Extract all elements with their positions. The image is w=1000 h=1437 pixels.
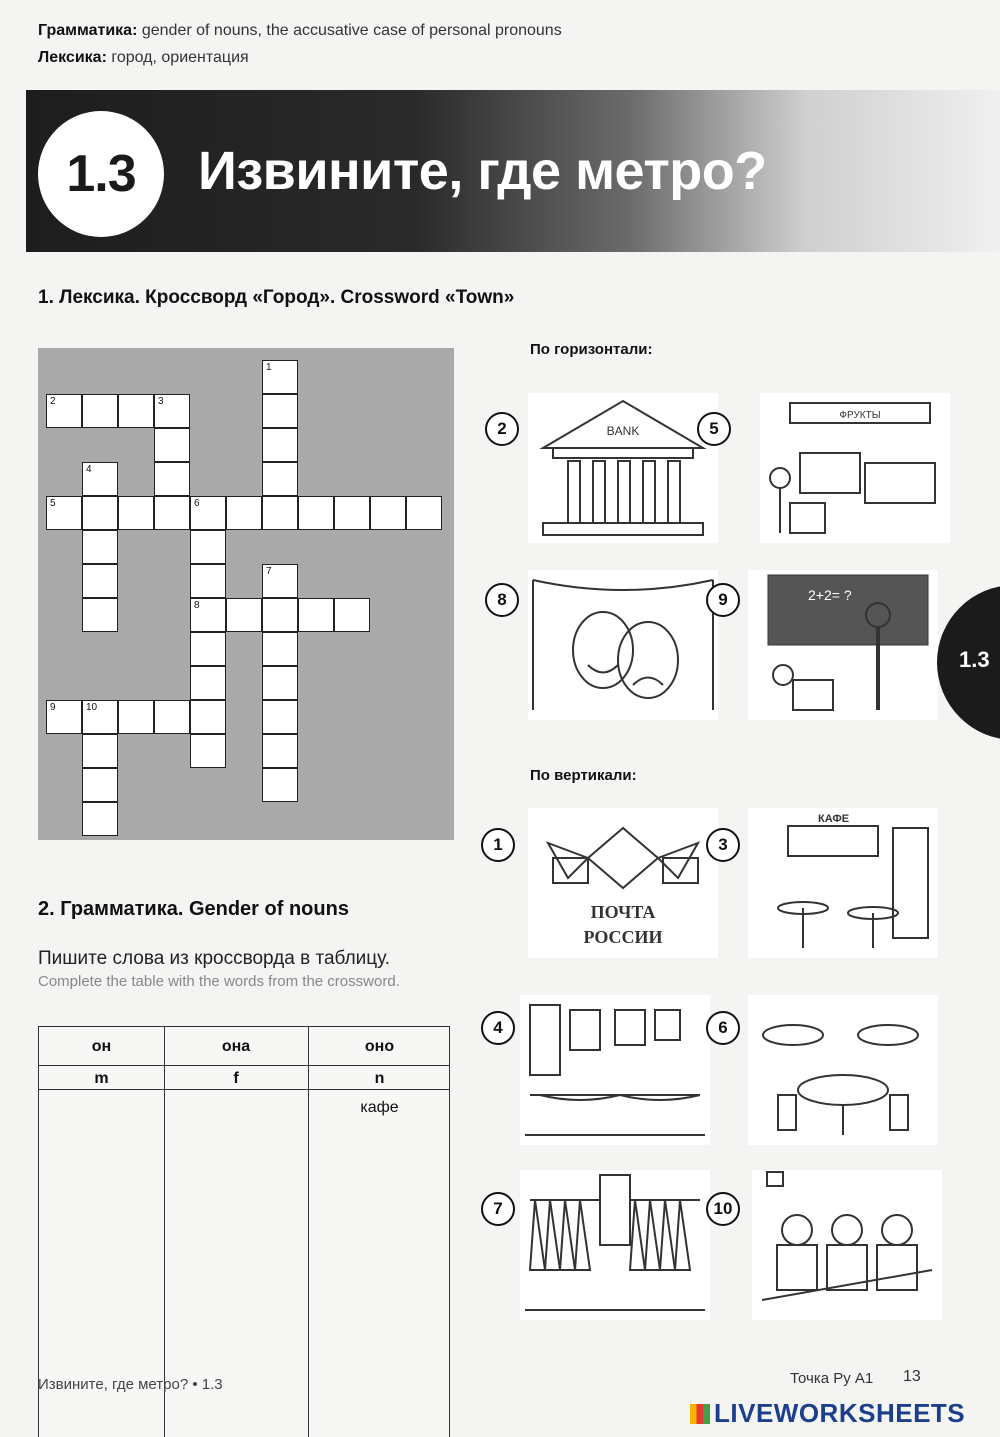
across-label: По горизонтали: <box>530 341 653 358</box>
clue-number: 9 <box>50 702 56 713</box>
crossword-cell[interactable] <box>82 530 118 564</box>
page-title: Извините, где метро? <box>198 141 767 201</box>
unit-number: 1.3 <box>66 145 136 203</box>
liveworksheets-logo-icon <box>690 1404 710 1424</box>
crossword-cell[interactable] <box>46 394 82 428</box>
clue-badge-9: 9 <box>706 583 740 617</box>
crossword-cell[interactable] <box>118 700 154 734</box>
liveworksheets-watermark <box>690 1398 965 1429</box>
crossword-cell[interactable] <box>190 564 226 598</box>
fruit-shop-icon <box>760 393 950 543</box>
svg-text:КАФЕ: КАФЕ <box>818 813 850 825</box>
clue-number: 7 <box>266 566 272 577</box>
crossword-cell[interactable] <box>154 700 190 734</box>
crossword-cell[interactable] <box>190 496 226 530</box>
clue-badge-7: 7 <box>481 1192 515 1226</box>
clue-number: 3 <box>158 396 164 407</box>
crossword-cell[interactable] <box>262 496 298 530</box>
crossword-cell[interactable] <box>82 768 118 802</box>
cafe-icon <box>748 808 938 958</box>
svg-text:ФРУКТЫ: ФРУКТЫ <box>839 410 881 421</box>
crossword-cell[interactable] <box>262 768 298 802</box>
subheader-m: m <box>94 1070 109 1087</box>
post-office-icon <box>528 808 718 958</box>
svg-text:2+2= ?: 2+2= ? <box>808 587 852 603</box>
unit-side-tab <box>937 585 1000 740</box>
clue-badge-3: 3 <box>706 828 740 862</box>
unit-badge <box>38 111 164 237</box>
neuter-answer-area[interactable] <box>309 1091 450 1437</box>
crossword-cell[interactable] <box>154 496 190 530</box>
instruction-ru: Пишите слова из кроссворда в таблицу. <box>38 948 391 969</box>
crossword-cell[interactable] <box>226 598 262 632</box>
crossword-cell[interactable] <box>262 360 298 394</box>
crossword-cell[interactable] <box>190 530 226 564</box>
crossword-cell[interactable] <box>334 496 370 530</box>
crossword-cell[interactable] <box>262 666 298 700</box>
crossword-cell[interactable] <box>118 496 154 530</box>
crossword-cell[interactable] <box>82 598 118 632</box>
clue-number: 2 <box>50 396 56 407</box>
crossword-cell[interactable] <box>262 394 298 428</box>
section2-title: 2. Грамматика. Gender of nouns <box>38 898 349 920</box>
cinema-icon <box>752 1170 942 1320</box>
down-label: По вертикали: <box>530 767 637 784</box>
header-neuter: оно <box>364 1038 395 1055</box>
clue-badge-6: 6 <box>706 1011 740 1045</box>
crossword-cell[interactable] <box>262 632 298 666</box>
svg-text:ПОЧТА: ПОЧТА <box>590 902 656 922</box>
crossword-cell[interactable] <box>406 496 442 530</box>
subheader-f: f <box>233 1070 239 1087</box>
section1-title: 1. Лексика. Кроссворд «Город». Crossword «Town» <box>38 287 515 308</box>
clue-number: 10 <box>86 702 98 713</box>
crossword-cell[interactable] <box>82 462 118 496</box>
clue-badge-10: 10 <box>706 1192 740 1226</box>
clue-badge-4: 4 <box>481 1011 515 1045</box>
page-number: 13 <box>903 1368 921 1385</box>
crossword-grid <box>38 348 454 840</box>
clothes-shop-icon <box>520 1170 710 1320</box>
crossword-cell[interactable] <box>82 564 118 598</box>
table-divider <box>39 1089 449 1090</box>
crossword-cell[interactable] <box>190 734 226 768</box>
theatre-masks-icon <box>528 570 718 720</box>
crossword-cell[interactable] <box>262 428 298 462</box>
clue-badge-8: 8 <box>485 583 519 617</box>
grammar-line <box>38 22 562 40</box>
school-icon <box>748 570 938 720</box>
instruction-en: Complete the table with the words from the crossword. <box>38 973 400 990</box>
lexis-label: Лексика: <box>38 49 107 66</box>
museum-icon <box>520 995 710 1145</box>
crossword-cell[interactable] <box>226 496 262 530</box>
crossword-cell[interactable] <box>154 394 190 428</box>
crossword-cell[interactable] <box>46 700 82 734</box>
crossword-cell[interactable] <box>262 564 298 598</box>
footer-chapter: Извините, где метро? • 1.3 <box>38 1376 223 1393</box>
clue-number: 1 <box>266 362 272 373</box>
svg-text:РОССИИ: РОССИИ <box>583 927 663 947</box>
example-word: кафе <box>360 1099 399 1116</box>
crossword-cell[interactable] <box>298 496 334 530</box>
crossword-cell[interactable] <box>298 598 334 632</box>
crossword-cell[interactable] <box>46 496 82 530</box>
grammar-text: gender of nouns, the accusative case of personal pronouns <box>141 22 562 39</box>
crossword-cell[interactable] <box>262 462 298 496</box>
crossword-cell[interactable] <box>190 632 226 666</box>
crossword-cell[interactable] <box>334 598 370 632</box>
crossword-cell[interactable] <box>190 666 226 700</box>
crossword-cell[interactable] <box>82 802 118 836</box>
crossword-cell[interactable] <box>262 734 298 768</box>
grammar-label: Грамматика: <box>38 22 138 39</box>
footer-book: Точка Ру А1 <box>790 1370 874 1387</box>
crossword-cell[interactable] <box>190 598 226 632</box>
restaurant-icon <box>748 995 938 1145</box>
crossword-cell[interactable] <box>82 700 118 734</box>
clue-badge-1: 1 <box>481 828 515 862</box>
lexis-text: город, ориентация <box>111 49 249 66</box>
clue-badge-5: 5 <box>697 412 731 446</box>
subheader-n: n <box>374 1070 385 1087</box>
clue-number: 8 <box>194 600 200 611</box>
header-feminine: она <box>221 1038 251 1055</box>
clue-badge-2: 2 <box>485 412 519 446</box>
crossword-cell[interactable] <box>190 700 226 734</box>
crossword-cell[interactable] <box>262 700 298 734</box>
clue-number: 4 <box>86 464 92 475</box>
crossword-cell[interactable] <box>118 394 154 428</box>
bank-icon <box>528 393 718 543</box>
svg-text:BANK: BANK <box>606 424 640 438</box>
header-masculine: он <box>91 1038 112 1055</box>
crossword-cell[interactable] <box>262 598 298 632</box>
crossword-cell[interactable] <box>154 462 190 496</box>
crossword-cell[interactable] <box>154 428 190 462</box>
clue-number: 6 <box>194 498 200 509</box>
crossword-cell[interactable] <box>82 394 118 428</box>
lexis-line <box>38 49 249 67</box>
clue-number: 5 <box>50 498 56 509</box>
watermark-text: LIVEWORKSHEETS <box>714 1398 966 1428</box>
crossword-cell[interactable] <box>82 496 118 530</box>
crossword-cell[interactable] <box>82 734 118 768</box>
table-divider <box>39 1065 449 1066</box>
side-tab-label: 1.3 <box>959 647 990 672</box>
crossword-cell[interactable] <box>370 496 406 530</box>
